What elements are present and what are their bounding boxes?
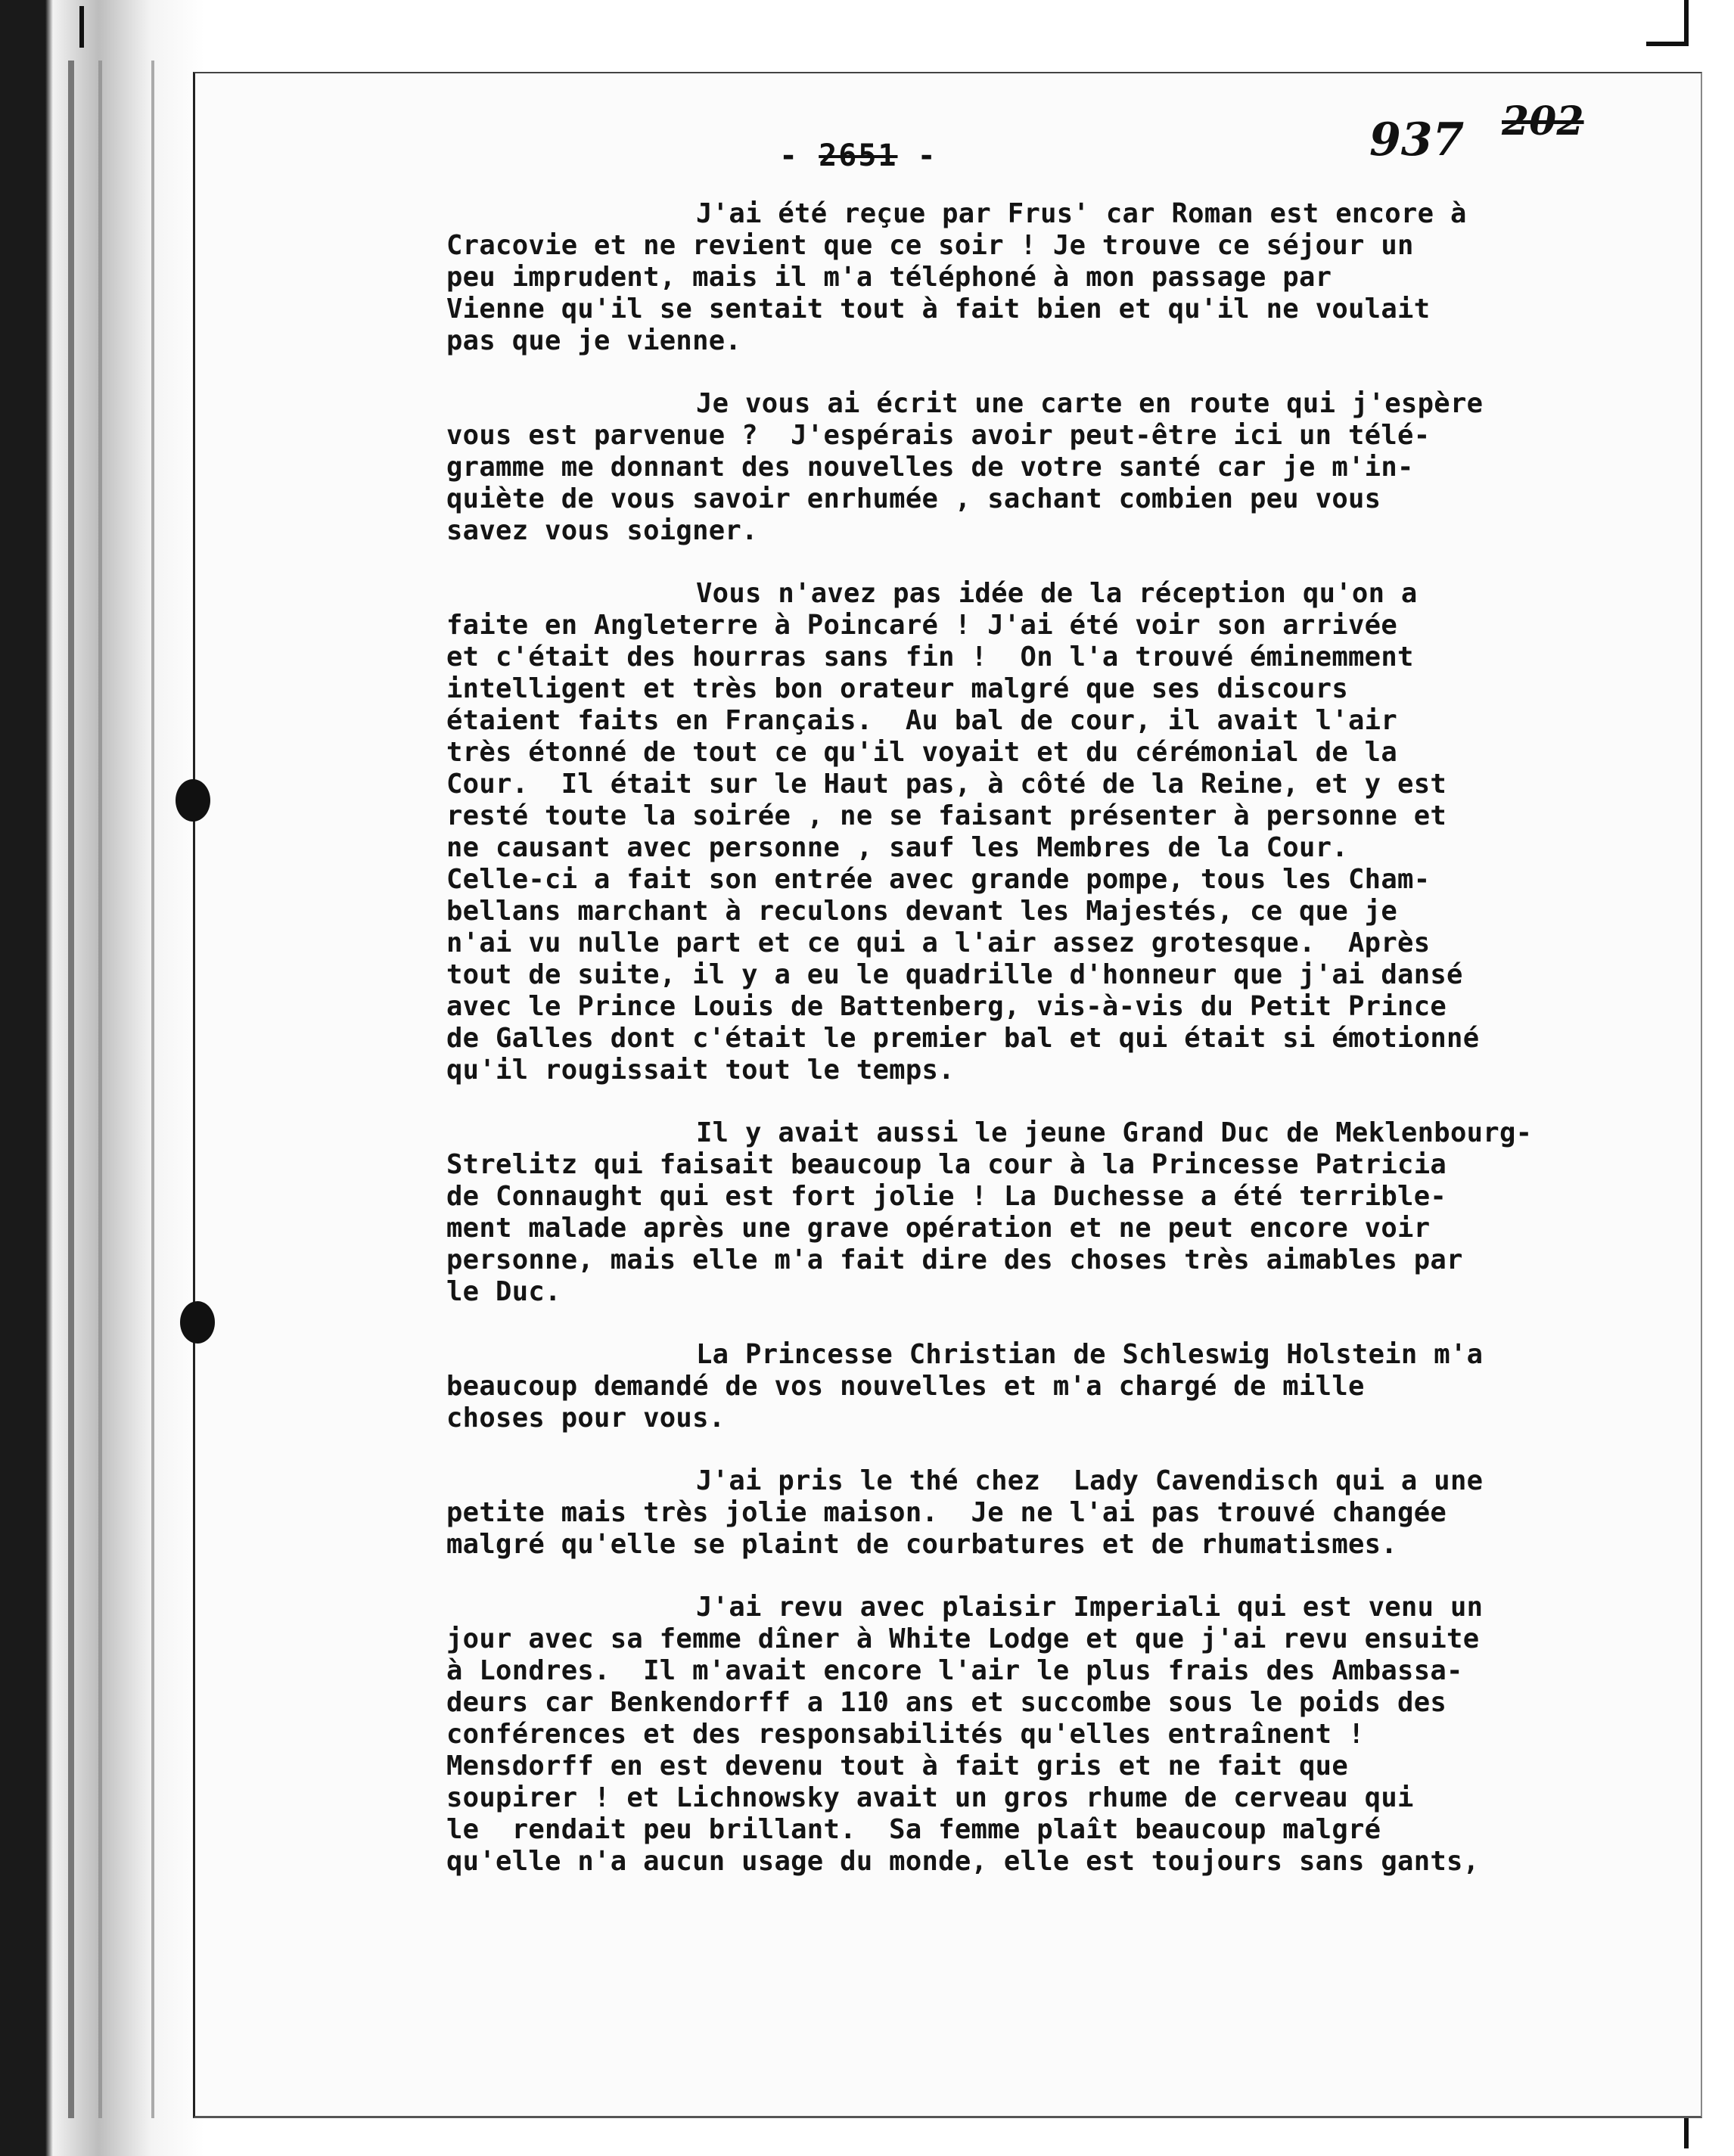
punch-hole-icon: [176, 779, 210, 822]
page-number-value: 2651: [819, 138, 898, 173]
text-line: conférences et des responsabilités qu'elles entraînent !: [446, 1719, 1365, 1750]
text-line: Cour. Il était sur le Haut pas, à côté de la Reine, et y est: [446, 769, 1447, 800]
text-line: n'ai vu nulle part et ce qui a l'air assez grotesque. Après: [446, 927, 1431, 958]
text-line: La Princesse Christian de Schleswig Holstein m'a: [696, 1339, 1484, 1370]
text-line: intelligent et très bon orateur malgré que ses discours: [446, 673, 1349, 704]
paragraph: [446, 578, 1687, 1086]
text-line: choses pour vous.: [446, 1403, 726, 1434]
text-line: J'ai revu avec plaisir Imperiali qui est venu un: [696, 1592, 1484, 1623]
underlying-sheet-edge: [68, 61, 74, 2118]
text-line: resté toute la soirée , ne se faisant présenter à personne et: [446, 800, 1447, 831]
text-line: à Londres. Il m'avait encore l'air le plus frais des Ambassa-: [446, 1655, 1463, 1686]
text-line: Strelitz qui faisait beaucoup la cour à la Princesse Patricia: [446, 1149, 1447, 1180]
text-line: très étonné de tout ce qu'il voyait et du cérémonial de la: [446, 737, 1398, 768]
text-line: qu'elle n'a aucun usage du monde, elle est toujours sans gants,: [446, 1846, 1480, 1877]
text-line: deurs car Benkendorff a 110 ans et succombe sous le poids des: [446, 1687, 1447, 1718]
text-line: et c'était des hourras sans fin ! On l'a trouvé éminemment: [446, 642, 1414, 673]
text-line: quiète de vous savoir enrhumée , sachant combien peu vous: [446, 483, 1381, 514]
text-line: personne, mais elle m'a fait dire des choses très aimables par: [446, 1244, 1463, 1275]
paragraph: [446, 198, 1687, 357]
text-line: vous est parvenue ? J'espérais avoir peut-être ici un télé-: [446, 420, 1431, 451]
text-line: étaient faits en Français. Au bal de cour, il avait l'air: [446, 705, 1398, 736]
text-line: J'ai été reçue par Frus' car Roman est encore à: [696, 198, 1467, 229]
text-line: pas que je vienne.: [446, 325, 742, 356]
text-line: Je vous ai écrit une carte en route qui j'espère: [696, 388, 1484, 419]
underlying-sheet-edge: [151, 61, 154, 2118]
underlying-sheet-edge: [98, 61, 102, 2118]
typed-page-number: - 2651 -: [779, 138, 937, 173]
text-line: savez vous soigner.: [446, 515, 758, 546]
text-line: peu imprudent, mais il m'a téléphoné à mon passage par: [446, 262, 1332, 293]
text-line: avec le Prince Louis de Battenberg, vis-à-vis du Petit Prince: [446, 991, 1447, 1022]
text-line: Mensdorff en est devenu tout à fait gris et ne fait que: [446, 1751, 1349, 1782]
text-line: Il y avait aussi le jeune Grand Duc de Meklenbourg-: [696, 1117, 1533, 1148]
text-line: Vienne qu'il se sentait tout à fait bien et qu'il ne voulait: [446, 294, 1431, 325]
text-line: le Duc.: [446, 1276, 561, 1307]
text-line: J'ai pris le thé chez Lady Cavendisch qui a une: [696, 1465, 1484, 1496]
text-line: Celle-ci a fait son entrée avec grande pompe, tous les Cham-: [446, 864, 1431, 895]
text-line: le rendait peu brillant. Sa femme plaît beaucoup malgré: [446, 1814, 1381, 1845]
paragraph: [446, 1339, 1687, 1434]
text-line: malgré qu'elle se plaint de courbatures et de rhumatismes.: [446, 1529, 1398, 1560]
paragraph: [446, 1592, 1687, 1878]
letter-body: [446, 198, 1687, 1909]
text-line: petite mais très jolie maison. Je ne l'ai pas trouvé changée: [446, 1497, 1447, 1528]
paragraph: [446, 388, 1687, 547]
text-line: faite en Angleterre à Poincaré ! J'ai été voir son arrivée: [446, 610, 1398, 641]
text-line: Vous n'avez pas idée de la réception qu'on a: [696, 578, 1418, 609]
text-line: de Connaught qui est fort jolie ! La Duchesse a été terrible-: [446, 1181, 1447, 1212]
paragraph: [446, 1117, 1687, 1308]
corner-mark-top-left: [79, 6, 122, 48]
text-line: ment malade après une grave opération et ne peut encore voir: [446, 1213, 1431, 1244]
text-line: jour avec sa femme dîner à White Lodge et que j'ai revu ensuite: [446, 1623, 1480, 1654]
handwritten-old-folio-number: 202: [1502, 98, 1584, 144]
handwritten-folio-number: 937: [1369, 113, 1465, 166]
text-line: Cracovie et ne revient que ce soir ! Je trouve ce séjour un: [446, 230, 1414, 261]
text-line: ne causant avec personne , sauf les Membres de la Cour.: [446, 832, 1349, 863]
text-line: de Galles dont c'était le premier bal et qui était si émotionné: [446, 1023, 1480, 1054]
text-line: bellans marchant à reculons devant les Majestés, ce que je: [446, 896, 1398, 927]
text-line: soupirer ! et Lichnowsky avait un gros rhume de cerveau qui: [446, 1782, 1414, 1813]
paragraph: [446, 1465, 1687, 1561]
text-line: tout de suite, il y a eu le quadrille d'honneur que j'ai dansé: [446, 959, 1463, 990]
text-line: beaucoup demandé de vos nouvelles et m'a chargé de mille: [446, 1371, 1365, 1402]
corner-mark-top-right: [1646, 0, 1689, 46]
text-line: qu'il rougissait tout le temps.: [446, 1055, 955, 1086]
text-line: gramme me donnant des nouvelles de votre santé car je m'in-: [446, 452, 1414, 483]
punch-hole-icon: [180, 1301, 215, 1344]
